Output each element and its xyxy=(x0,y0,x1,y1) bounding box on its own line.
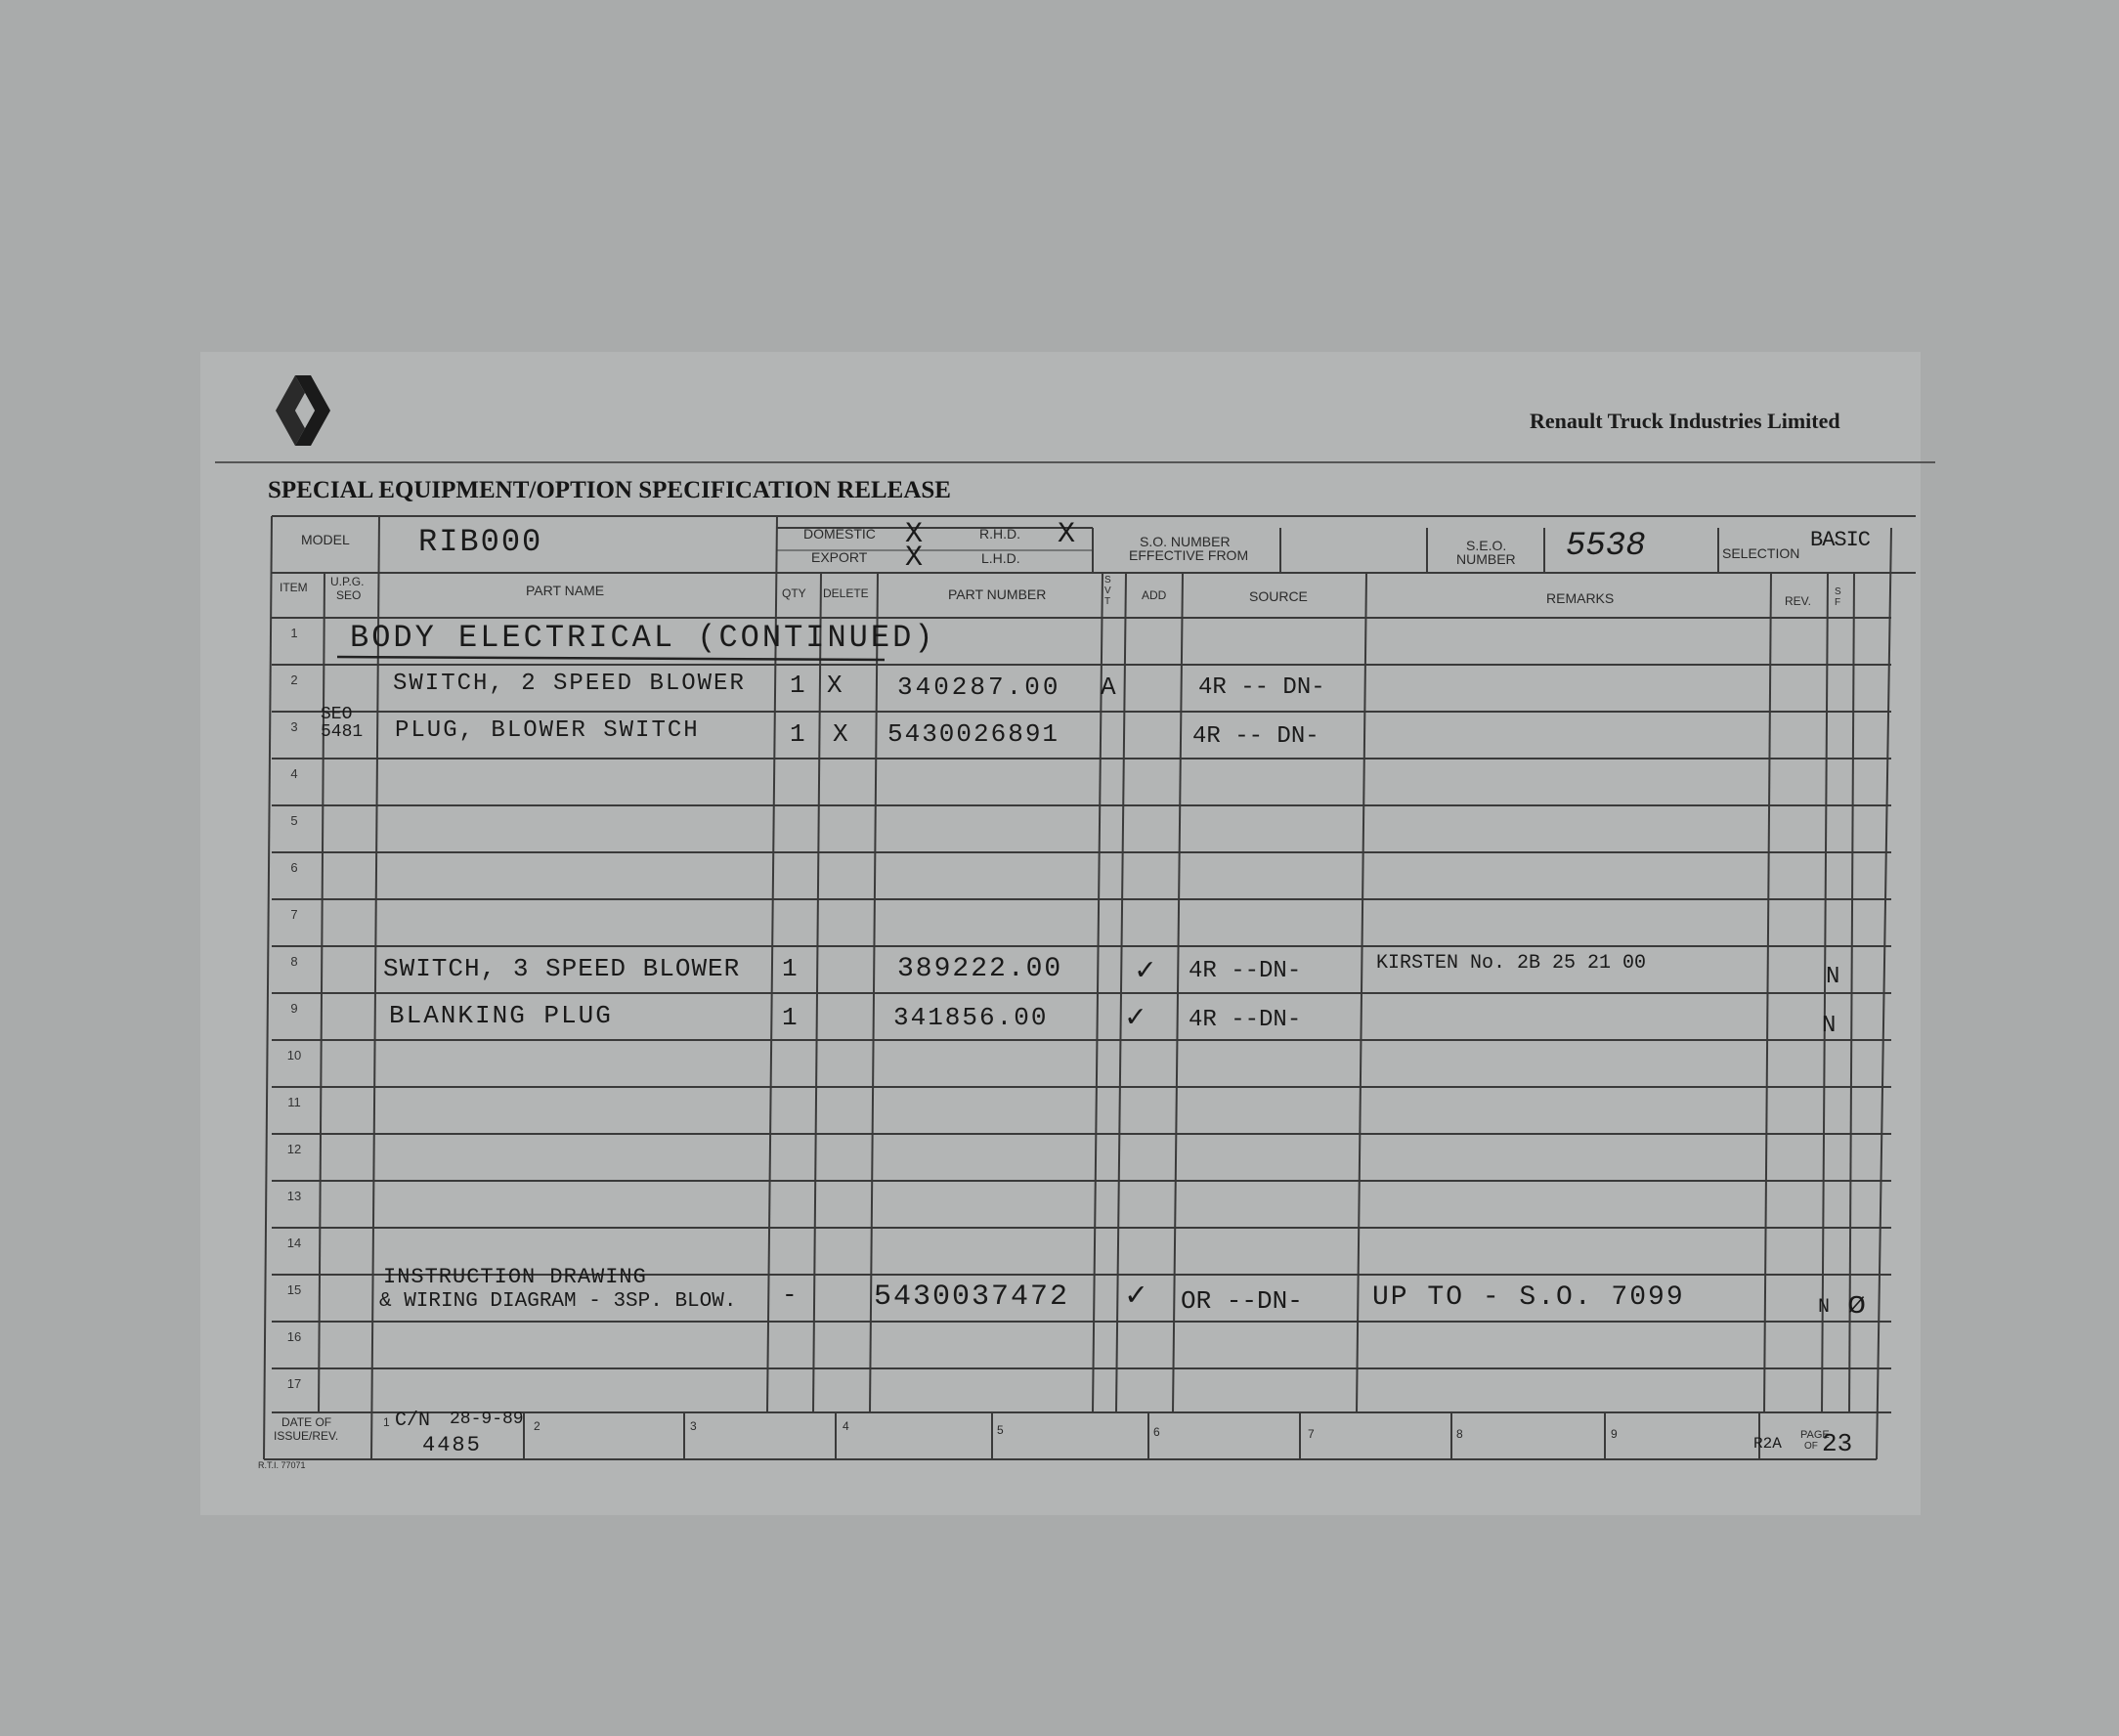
row-2-source: 4R -- DN- xyxy=(1198,674,1325,701)
row-number-11: 11 xyxy=(287,1095,301,1109)
form-title: SPECIAL EQUIPMENT/OPTION SPECIFICATION RELEASE xyxy=(268,477,951,503)
domestic-mark: X xyxy=(905,518,924,551)
col-add: ADD xyxy=(1142,588,1167,602)
row-number-13: 13 xyxy=(286,1189,302,1203)
footer-slot-3: 3 xyxy=(690,1419,697,1433)
lhd-label: L.H.D. xyxy=(981,550,1020,566)
issue-rev-label: ISSUE/REV. xyxy=(274,1429,339,1443)
col-svt: S V T xyxy=(1104,575,1111,607)
row-number-16: 16 xyxy=(286,1329,302,1344)
issue-entry: C/N xyxy=(395,1410,431,1432)
footer-slot-6: 6 xyxy=(1153,1425,1160,1439)
row-number-10: 10 xyxy=(286,1048,302,1063)
row-2-qty: 1 xyxy=(790,671,805,700)
seo-number-label-2: NUMBER xyxy=(1456,551,1516,567)
row-8-part-number: 389222.00 xyxy=(897,954,1063,984)
row-number-4: 4 xyxy=(290,766,298,781)
row-3-part-name: PLUG, BLOWER SWITCH xyxy=(395,717,700,744)
row-number-15: 15 xyxy=(286,1282,302,1297)
row-9-add: ✓ xyxy=(1126,1000,1146,1036)
date-of-label: DATE OF xyxy=(281,1415,332,1429)
col-upg-1: U.P.G. xyxy=(330,575,365,588)
row-15-part-number: 5430037472 xyxy=(874,1280,1070,1314)
row-number-1: 1 xyxy=(290,626,298,640)
row-3-upg: SEO 5481 xyxy=(321,705,364,742)
page-value: 23 xyxy=(1822,1429,1853,1458)
footer-slot-7: 7 xyxy=(1308,1427,1315,1441)
issue-number: 4485 xyxy=(422,1433,482,1457)
row-3-part-number: 5430026891 xyxy=(887,719,1060,749)
row-number-14: 14 xyxy=(286,1236,302,1250)
row-9-part-number: 341856.00 xyxy=(893,1003,1049,1032)
row-9-source: 4R --DN- xyxy=(1189,1007,1302,1033)
model-value: RIB000 xyxy=(418,524,543,560)
row-15-sf: N xyxy=(1818,1296,1831,1319)
row-15-source: OR --DN- xyxy=(1181,1286,1303,1316)
col-remarks: REMARKS xyxy=(1546,590,1615,606)
model-label: MODEL xyxy=(301,532,350,547)
row-2-delete: X xyxy=(827,671,843,700)
export-mark: X xyxy=(905,542,924,575)
row-2-svt: A xyxy=(1101,673,1116,702)
page-of-label: OF xyxy=(1804,1441,1818,1452)
footer-slot-9: 9 xyxy=(1611,1427,1618,1441)
row-9-qty: 1 xyxy=(782,1003,798,1032)
issue-date: 28-9-89 xyxy=(450,1410,524,1429)
row-3-qty: 1 xyxy=(790,719,805,749)
col-rev: REV. xyxy=(1785,594,1811,608)
seo-number-label-1: S.E.O. xyxy=(1466,538,1507,553)
row-2-part-number: 340287.00 xyxy=(897,673,1061,702)
selection-value: BASIC xyxy=(1810,528,1871,552)
row-3-source: 4R -- DN- xyxy=(1192,723,1319,750)
col-upg-2: SEO xyxy=(336,588,362,602)
domestic-label: DOMESTIC xyxy=(803,526,876,542)
row-number-7: 7 xyxy=(290,907,298,922)
row-number-8: 8 xyxy=(290,954,298,969)
seo-number-value: 5538 xyxy=(1566,528,1646,565)
row-8-add: ✓ xyxy=(1136,953,1155,989)
section-heading: BODY ELECTRICAL (CONTINUED) xyxy=(350,620,936,656)
col-sf: S F xyxy=(1835,586,1841,608)
row-number-17: 17 xyxy=(286,1376,302,1391)
row-9-part-name: BLANKING PLUG xyxy=(389,1001,613,1030)
page-label: PAGE xyxy=(1800,1429,1830,1441)
row-15-part-name-1: INSTRUCTION DRAWING xyxy=(383,1265,647,1289)
row-15-add: ✓ xyxy=(1126,1279,1146,1316)
row-15-part-name-2: & WIRING DIAGRAM - 3SP. BLOW. xyxy=(379,1290,737,1313)
row-15-qty: - xyxy=(782,1280,798,1310)
row-number-5: 5 xyxy=(290,813,298,828)
row-8-qty: 1 xyxy=(782,954,798,983)
row-8-remarks: KIRSTEN No. 2B 25 21 00 xyxy=(1376,952,1647,975)
company-name: Renault Truck Industries Limited xyxy=(1530,409,1840,433)
selection-label: SELECTION xyxy=(1722,545,1800,561)
footer-slot-1: 1 xyxy=(383,1415,390,1429)
row-8-sf: N xyxy=(1826,964,1840,990)
form-code: R.T.I. 77071 xyxy=(258,1460,306,1470)
row-3-delete: X xyxy=(833,719,848,749)
rhd-label: R.H.D. xyxy=(979,526,1020,542)
page-ref: R2A xyxy=(1753,1435,1782,1453)
row-number-2: 2 xyxy=(290,673,298,687)
row-number-3: 3 xyxy=(290,719,298,734)
row-2-part-name: SWITCH, 2 SPEED BLOWER xyxy=(393,671,746,697)
row-15-remarks: UP TO - S.O. 7099 xyxy=(1372,1282,1685,1313)
col-part-number: PART NUMBER xyxy=(948,586,1047,602)
row-9-sf: N xyxy=(1822,1013,1837,1039)
col-delete: DELETE xyxy=(823,586,869,600)
so-number-label: S.O. NUMBER xyxy=(1140,534,1231,549)
footer-slot-2: 2 xyxy=(534,1419,541,1433)
row-number-9: 9 xyxy=(290,1001,298,1016)
row-number-6: 6 xyxy=(290,860,298,875)
row-15-extra: ø xyxy=(1847,1286,1867,1323)
footer-slot-5: 5 xyxy=(997,1423,1004,1437)
col-source: SOURCE xyxy=(1249,588,1308,604)
export-label: EXPORT xyxy=(811,549,868,565)
rhd-mark: X xyxy=(1058,518,1076,551)
col-qty: QTY xyxy=(782,586,806,600)
effective-from-label: EFFECTIVE FROM xyxy=(1129,547,1249,563)
row-8-part-name: SWITCH, 3 SPEED BLOWER xyxy=(383,954,741,983)
row-8-source: 4R --DN- xyxy=(1189,958,1302,984)
footer-slot-4: 4 xyxy=(843,1419,849,1433)
col-item: ITEM xyxy=(280,581,308,594)
col-part-name: PART NAME xyxy=(526,583,605,598)
row-number-12: 12 xyxy=(286,1142,302,1156)
footer-slot-8: 8 xyxy=(1456,1427,1463,1441)
